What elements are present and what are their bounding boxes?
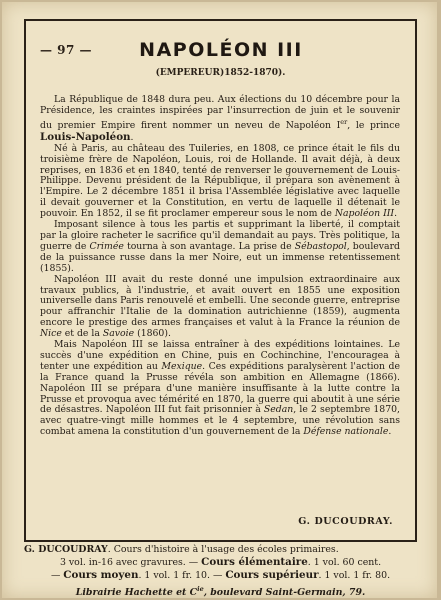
text-run: Napoléon III avait du reste donné une impulsion extraordinaire aux travaux publics, à l'industrie, et avait ouvert en 1855 une exposition universelle dans Paris renouvelé et embelli. Une seconde guerre, entreprise pour affranchir l'Italie de la domination autrichienne (1859), augmenta encore le prestige des armes françaises et valut à la France la réunion de — [40, 273, 400, 329]
trade-card — [2, 2, 437, 598]
text-run: ie — [197, 584, 204, 593]
text-run: G. DUCOUDRAY — [24, 544, 108, 555]
card-title: NAPOLÉON III — [139, 39, 303, 61]
text-run: Mais Napoléon III se laissa entraîner à des expéditions lointaines. Le succès d'une expédition en Chine, puis en Cochinchine, l'encouragea à tenter une expédition au — [40, 339, 400, 372]
text-run: . — [388, 426, 392, 438]
text-run: Sedan — [263, 404, 294, 416]
paragraph — [40, 95, 400, 144]
author-signature: G. DUCOUDRAY. — [298, 516, 393, 527]
card-subtitle: (EMPEREUR)1852-1870). — [155, 68, 286, 78]
text-run: . Ces expéditions paralysèrent l'action de la France quand la Prusse révéla son ambition en Allemagne (1866). Napoléon III se prépara d'une manière insuffisante à la lutte contre la Prusse et provoqua avec témérité en 1870, la guerre qui aboutit à une série de désastres. Napoléon III fut fait prisonnier à — [40, 360, 400, 416]
text-run: Cours moyen — [63, 569, 139, 582]
text-frame — [24, 19, 417, 542]
text-run: Cours élémentaire — [201, 556, 308, 569]
text-run: . 1 vol. 1 fr. 10. — — [138, 570, 226, 582]
text-run: Nice — [40, 328, 62, 340]
footer-line — [24, 569, 417, 582]
text-run: 3 vol. in-16 avec gravures. — — [59, 557, 202, 569]
text-run: La République de 1848 dura peu. Aux élections du 10 décembre pour la Présidence, les craintes inspirées par l'insurrection de juin et le souvenir du premier Empire firent nommer un neveu de Napoléon I — [40, 94, 400, 131]
text-run: , le 2 septembre 1870, avec quatre-vingt mille hommes et le 4 septembre, une révolution sans combat amena la constitution d'un gouvernement de la — [40, 404, 400, 438]
footer-line — [24, 544, 417, 556]
text-run: tourna à son avantage. La prise de — [123, 240, 295, 252]
text-run: Louis-Napoléon — [40, 130, 131, 143]
footer-line — [24, 556, 417, 569]
paragraph — [40, 340, 400, 438]
text-run: Imposant silence à tous les partis et supprimant la liberté, il comptait par la gloire racheter le sacrifice qu'il demandait au pays. Très politique, la guerre de — [40, 219, 400, 252]
text-run: , boulevard Saint-Germain, 79. — [203, 586, 366, 598]
text-run: . — [394, 208, 398, 220]
text-run: Crimée — [89, 240, 124, 252]
publisher-footer — [24, 544, 417, 599]
text-run: er — [340, 117, 348, 126]
text-run: . 1 vol. 60 cent. — [307, 557, 382, 569]
text-run: Né à Paris, au château des Tuileries, en 1808, ce prince était le fils du troisième frère de Napoléon, Louis, roi de Hollande. Il avait déjà, à deux reprises, en 1836 et en 1840, tenté de renverser le gouvernement de Louis-Philippe. Devenu président de la République, il prépara son avènement à l'Empire. Le 2 décembre 1851 il brisa l'Assemblée législative avec laquelle il devait gouverner et la Constitution, en vertu de laquelle il détenait le pouvoir. En 1852, il se fit proclamer empereur sous le nom de — [40, 142, 400, 220]
text-run: . 1 vol. 1 fr. 80. — [318, 570, 391, 582]
paragraph — [40, 275, 400, 340]
text-run: Sébastopol — [294, 240, 347, 252]
page-number: — 97 — — [40, 43, 93, 57]
text-run: Cours supérieur — [225, 569, 319, 582]
text-run: — — [50, 570, 64, 582]
paragraph — [40, 144, 400, 220]
footer-line — [24, 583, 417, 599]
text-run: Librairie Hachette et C — [75, 586, 198, 598]
text-run: et de la — [61, 328, 103, 340]
text-run: , le prince — [347, 119, 401, 131]
paragraph — [40, 220, 400, 275]
text-run: (1860). — [134, 328, 171, 340]
text-run: Napoléon III — [334, 208, 395, 220]
biography-text — [40, 95, 400, 438]
text-run: Savoie — [102, 328, 135, 340]
card-header — [36, 39, 406, 63]
text-run: . — [130, 131, 134, 143]
text-run: , boulevard de la puissance russe dans la mer Noire, eut un immense retentissement (1855). — [40, 240, 400, 274]
text-run: . Cours d'histoire à l'usage des écoles primaires. — [107, 544, 339, 555]
text-run: Défense nationale — [303, 426, 389, 438]
text-run: Mexique — [161, 360, 203, 372]
